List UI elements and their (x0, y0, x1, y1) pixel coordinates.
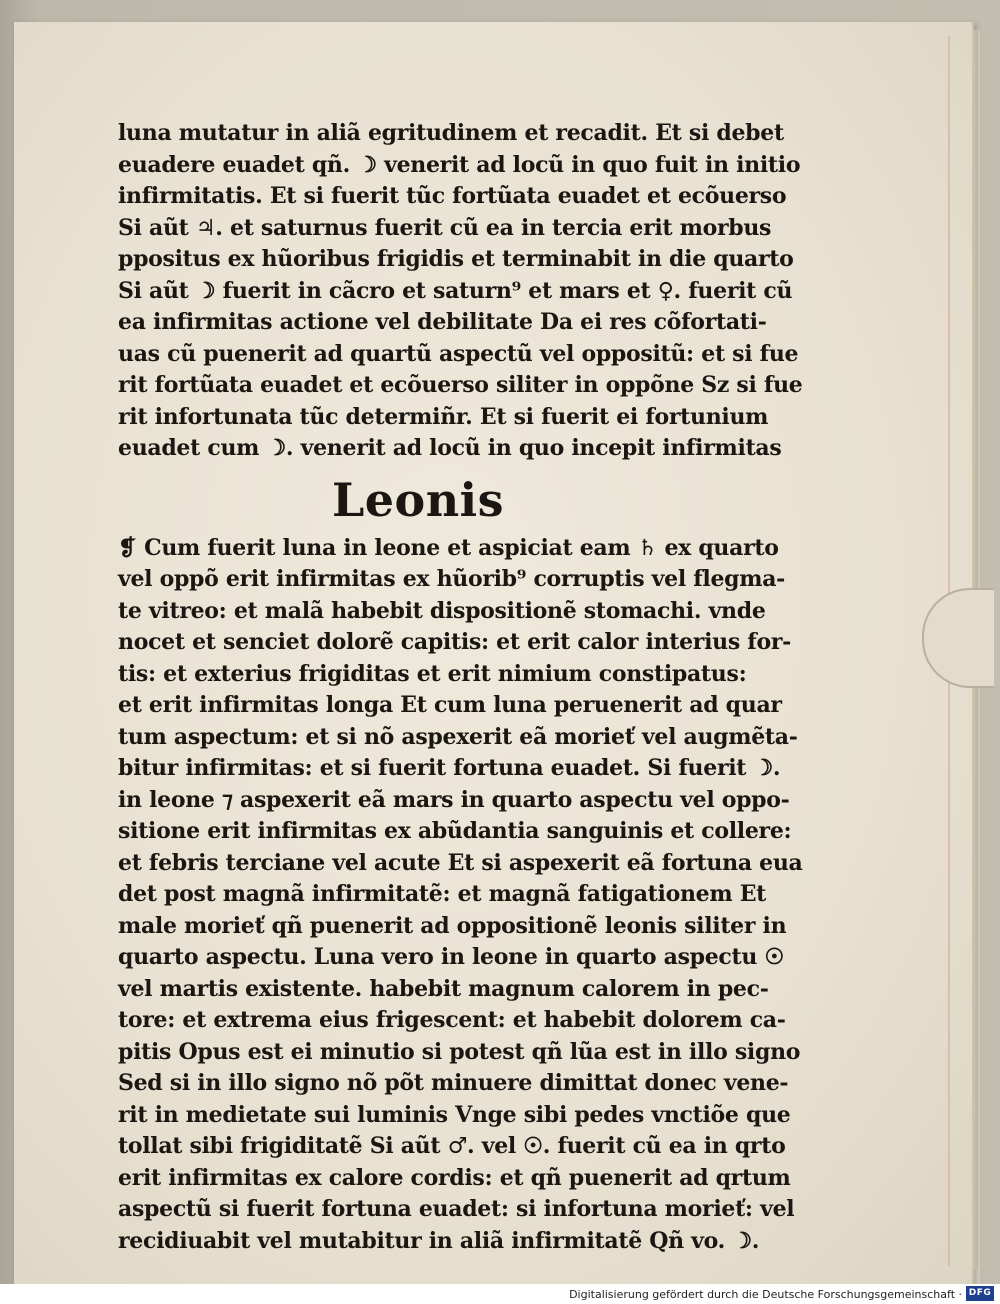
main-text-block (118, 118, 803, 1257)
text-line: infirmitatis. Et si fuerit tũc fortũata euadet et ecõuerso (118, 183, 787, 209)
text-line: et erit infirmitas longa Et cum luna peruenerit ad quar (118, 692, 782, 718)
text-line: vel oppõ erit infirmitas ex hũorib⁹ corruptis vel flegma- (118, 566, 786, 592)
text-after-heading (118, 564, 803, 1257)
text-line: ea infirmitas actione vel debilitate Da ei res cõfortati- (118, 309, 767, 335)
text-line: male morieť qñ puenerit ad oppositionẽ leonis siliter in (118, 912, 787, 939)
text-line: recidiuabit vel mutabitur in aliã infirmitatẽ Qñ vo. ☽. (118, 1227, 760, 1254)
funding-credit: Digitalisierung gefördert durch die Deutsche Forschungsgemeinschaft · (569, 1288, 962, 1301)
text-line: uas cũ puenerit ad quartũ aspectũ vel oppositũ: et si fue (118, 340, 799, 367)
section-heading: Leonis (331, 472, 505, 527)
text-line: Si aũt ☽ fuerit in cãcro et saturn⁹ et mars et ♀. fuerit cũ (118, 277, 793, 304)
text-line: Si aũt ♃. et saturnus fuerit cũ ea in tercia erit morbus (118, 214, 772, 241)
text-line: vel martis existente. habebit magnum calorem in pec- (118, 975, 769, 1002)
text-line: pitis Opus est ei minutio si potest qñ lũa est in illo signo (118, 1038, 801, 1065)
text-line: rit infortunata tũc determiñr. Et si fuerit ei fortunium (118, 403, 769, 430)
text-line: tore: et extrema eius frigescent: et habebit dolorem ca- (118, 1007, 786, 1033)
text-line: te vitreo: et malã habebit dispositionẽ stomachi. vnde (118, 597, 766, 624)
text-line: nocet et senciet dolorẽ capitis: et erit calor interius for- (118, 629, 791, 655)
text-line: in leone ⁊ aspexerit eã mars in quarto aspectu vel oppo- (118, 786, 790, 813)
text-line: rit fortũata euadet et ecõuerso siliter in oppõne Sz si fue (118, 372, 803, 398)
text-line: Sed si in illo signo nõ põt minuere dimittat donec vene- (118, 1070, 789, 1096)
paragraph-mark: ❡ (118, 534, 137, 561)
text-line: erit infirmitas ex calore cordis: et qñ puenerit ad qrtum (118, 1164, 791, 1191)
text-line: det post magnã infirmitatẽ: et magnã fatigationem Et (118, 881, 767, 907)
text-line: bitur infirmitas: et si fuerit fortuna euadet. Si fuerit ☽. (118, 755, 781, 781)
text-line: luna mutatur in aliã egritudinem et recadit. Et si debet (118, 120, 784, 146)
first-line-text: Cum fuerit luna in leone et aspiciat eam ♄ ex quarto (144, 534, 779, 561)
text-line: ppositus ex hũoribus frigidis et terminabit in die quarto (118, 246, 794, 272)
text-line: quarto aspectu. Luna vero in leone in quarto aspectu ☉ (118, 944, 784, 970)
text-line: aspectũ si fuerit fortuna euadet: si infortuna morieť: vel (118, 1196, 795, 1222)
text-line: sitione erit infirmitas ex abũdantia sanguinis et collere: (118, 818, 792, 844)
text-line: rit in medietate sui luminis Vnge sibi pedes vnctiõe que (118, 1101, 791, 1128)
dfg-logo: DFG (966, 1286, 994, 1301)
text-line: tis: et exterius frigiditas et erit nimium constipatus: (118, 660, 747, 687)
text-line: euadere euadet qñ. ☽ venerit ad locũ in quo fuit in initio (118, 151, 801, 178)
text-line: et febris terciane vel acute Et si aspexerit eã fortuna eua (118, 849, 803, 876)
text-line (118, 533, 779, 565)
text-line: tollat sibi frigiditatẽ Si aũt ♂. vel ☉. fuerit cũ ea in qrto (118, 1133, 786, 1159)
text-before-heading (118, 118, 803, 465)
text-line: euadet cum ☽. venerit ad locũ in quo incepit infirmitas (118, 435, 782, 461)
text-line: tum aspectum: et si nõ aspexerit eã morieť vel augmẽta- (118, 723, 798, 750)
